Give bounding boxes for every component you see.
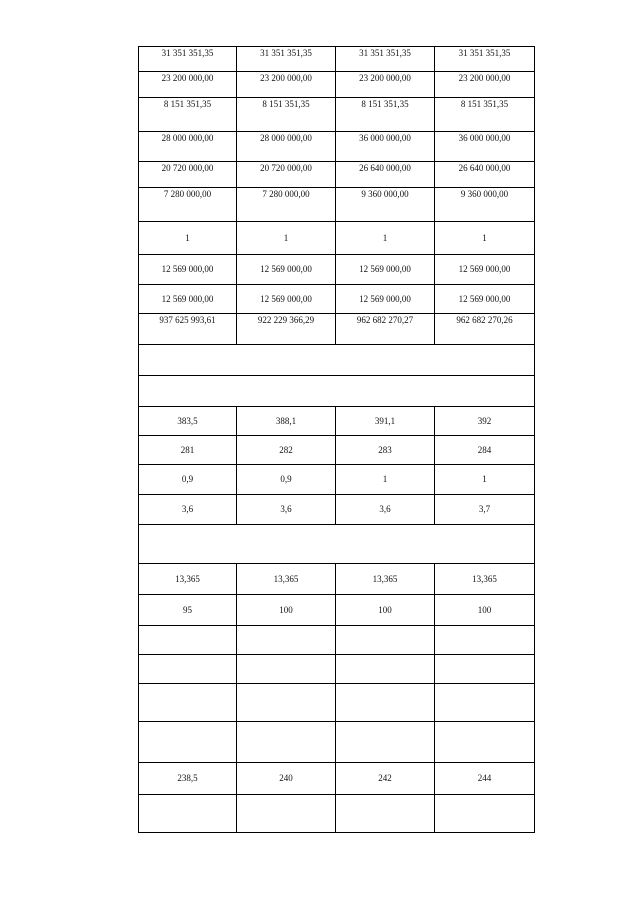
- table-cell: 12 569 000,00: [139, 255, 237, 285]
- table-row: [139, 795, 535, 833]
- table-cell: 0,9: [237, 465, 336, 495]
- table-cell: 1: [435, 465, 535, 495]
- table-cell: [336, 684, 435, 722]
- table-cell: 8 151 351,35: [336, 98, 435, 132]
- table-cell: 36 000 000,00: [336, 132, 435, 162]
- section-row: [139, 525, 535, 564]
- table-cell: 28 000 000,00: [139, 132, 237, 162]
- table-cell: 383,5: [139, 407, 237, 436]
- table-cell: 20 720 000,00: [237, 162, 336, 188]
- table-cell: 391,1: [336, 407, 435, 436]
- table-cell: 7 280 000,00: [237, 188, 336, 222]
- table-cell: [435, 626, 535, 655]
- table-cell: 922 229 366,29: [237, 314, 336, 345]
- table-cell: 937 625 993,61: [139, 314, 237, 345]
- table-cell: [139, 684, 237, 722]
- table-cell: 23 200 000,00: [237, 72, 336, 98]
- table-row: [139, 722, 535, 763]
- table-cell: 23 200 000,00: [336, 72, 435, 98]
- section-cell: [139, 525, 535, 564]
- table-cell: 1: [237, 222, 336, 255]
- table-cell: 1: [336, 465, 435, 495]
- table-cell: 100: [336, 595, 435, 626]
- table-row: [139, 763, 535, 795]
- table-row: [139, 465, 535, 495]
- table-cell: 0,9: [139, 465, 237, 495]
- table-cell: [139, 626, 237, 655]
- table-row: [139, 407, 535, 436]
- table-cell: 281: [139, 436, 237, 465]
- table-cell: [237, 722, 336, 763]
- table-cell: 100: [237, 595, 336, 626]
- table-row: [139, 564, 535, 595]
- table-cell: [237, 626, 336, 655]
- data-table: [138, 46, 535, 833]
- table-cell: 31 351 351,35: [237, 47, 336, 72]
- table-cell: 95: [139, 595, 237, 626]
- table-cell: 12 569 000,00: [336, 255, 435, 285]
- table-cell: 12 569 000,00: [139, 285, 237, 314]
- table-row: [139, 495, 535, 525]
- table-cell: 13,365: [435, 564, 535, 595]
- table-row: [139, 436, 535, 465]
- table-cell: 12 569 000,00: [336, 285, 435, 314]
- table-cell: 23 200 000,00: [435, 72, 535, 98]
- table-cell: 31 351 351,35: [336, 47, 435, 72]
- table-cell: 1: [139, 222, 237, 255]
- table-cell: [435, 655, 535, 684]
- table-cell: 1: [336, 222, 435, 255]
- table-row: [139, 222, 535, 255]
- table-cell: 13,365: [237, 564, 336, 595]
- table-cell: 388,1: [237, 407, 336, 436]
- table-cell: 1: [435, 222, 535, 255]
- data-table-body: [139, 47, 535, 833]
- table-cell: 7 280 000,00: [139, 188, 237, 222]
- table-cell: 28 000 000,00: [237, 132, 336, 162]
- table-cell: [139, 722, 237, 763]
- table-cell: 100: [435, 595, 535, 626]
- table-cell: 12 569 000,00: [435, 285, 535, 314]
- table-row: [139, 47, 535, 72]
- table-row: [139, 255, 535, 285]
- table-cell: 12 569 000,00: [435, 255, 535, 285]
- table-cell: 242: [336, 763, 435, 795]
- table-row: [139, 595, 535, 626]
- table-cell: 13,365: [336, 564, 435, 595]
- table-cell: 23 200 000,00: [139, 72, 237, 98]
- section-cell: [139, 376, 535, 407]
- table-row: [139, 188, 535, 222]
- table-cell: 36 000 000,00: [435, 132, 535, 162]
- section-row: [139, 376, 535, 407]
- table-cell: 392: [435, 407, 535, 436]
- table-cell: 20 720 000,00: [139, 162, 237, 188]
- table-row: [139, 72, 535, 98]
- table-cell: [237, 655, 336, 684]
- table-row: [139, 626, 535, 655]
- table-cell: 13,365: [139, 564, 237, 595]
- table-row: [139, 285, 535, 314]
- table-cell: [336, 795, 435, 833]
- table-row: [139, 314, 535, 345]
- table-cell: 31 351 351,35: [435, 47, 535, 72]
- table-cell: 31 351 351,35: [139, 47, 237, 72]
- table-cell: 9 360 000,00: [435, 188, 535, 222]
- table-cell: 8 151 351,35: [237, 98, 336, 132]
- table-row: [139, 132, 535, 162]
- table-cell: 26 640 000,00: [336, 162, 435, 188]
- table-row: [139, 98, 535, 132]
- table-cell: 9 360 000,00: [336, 188, 435, 222]
- table-cell: 284: [435, 436, 535, 465]
- table-row: [139, 684, 535, 722]
- section-row: [139, 345, 535, 376]
- table-row: [139, 655, 535, 684]
- table-cell: [237, 795, 336, 833]
- table-cell: [237, 684, 336, 722]
- table-cell: 283: [336, 436, 435, 465]
- table-cell: 238,5: [139, 763, 237, 795]
- table-cell: [435, 722, 535, 763]
- table-cell: [336, 626, 435, 655]
- table-cell: 3,6: [139, 495, 237, 525]
- table-cell: [139, 795, 237, 833]
- table-cell: 240: [237, 763, 336, 795]
- table-cell: [435, 684, 535, 722]
- table-cell: 3,6: [237, 495, 336, 525]
- table-cell: [139, 655, 237, 684]
- table-cell: [435, 795, 535, 833]
- table-cell: 12 569 000,00: [237, 255, 336, 285]
- table-cell: 26 640 000,00: [435, 162, 535, 188]
- table-cell: 282: [237, 436, 336, 465]
- table-cell: 8 151 351,35: [139, 98, 237, 132]
- table-cell: 3,7: [435, 495, 535, 525]
- section-cell: [139, 345, 535, 376]
- table-cell: [336, 722, 435, 763]
- table-cell: 8 151 351,35: [435, 98, 535, 132]
- table-cell: 244: [435, 763, 535, 795]
- table-cell: [336, 655, 435, 684]
- table-row: [139, 162, 535, 188]
- table-cell: 3,6: [336, 495, 435, 525]
- table-cell: 962 682 270,26: [435, 314, 535, 345]
- table-cell: 12 569 000,00: [237, 285, 336, 314]
- table-cell: 962 682 270,27: [336, 314, 435, 345]
